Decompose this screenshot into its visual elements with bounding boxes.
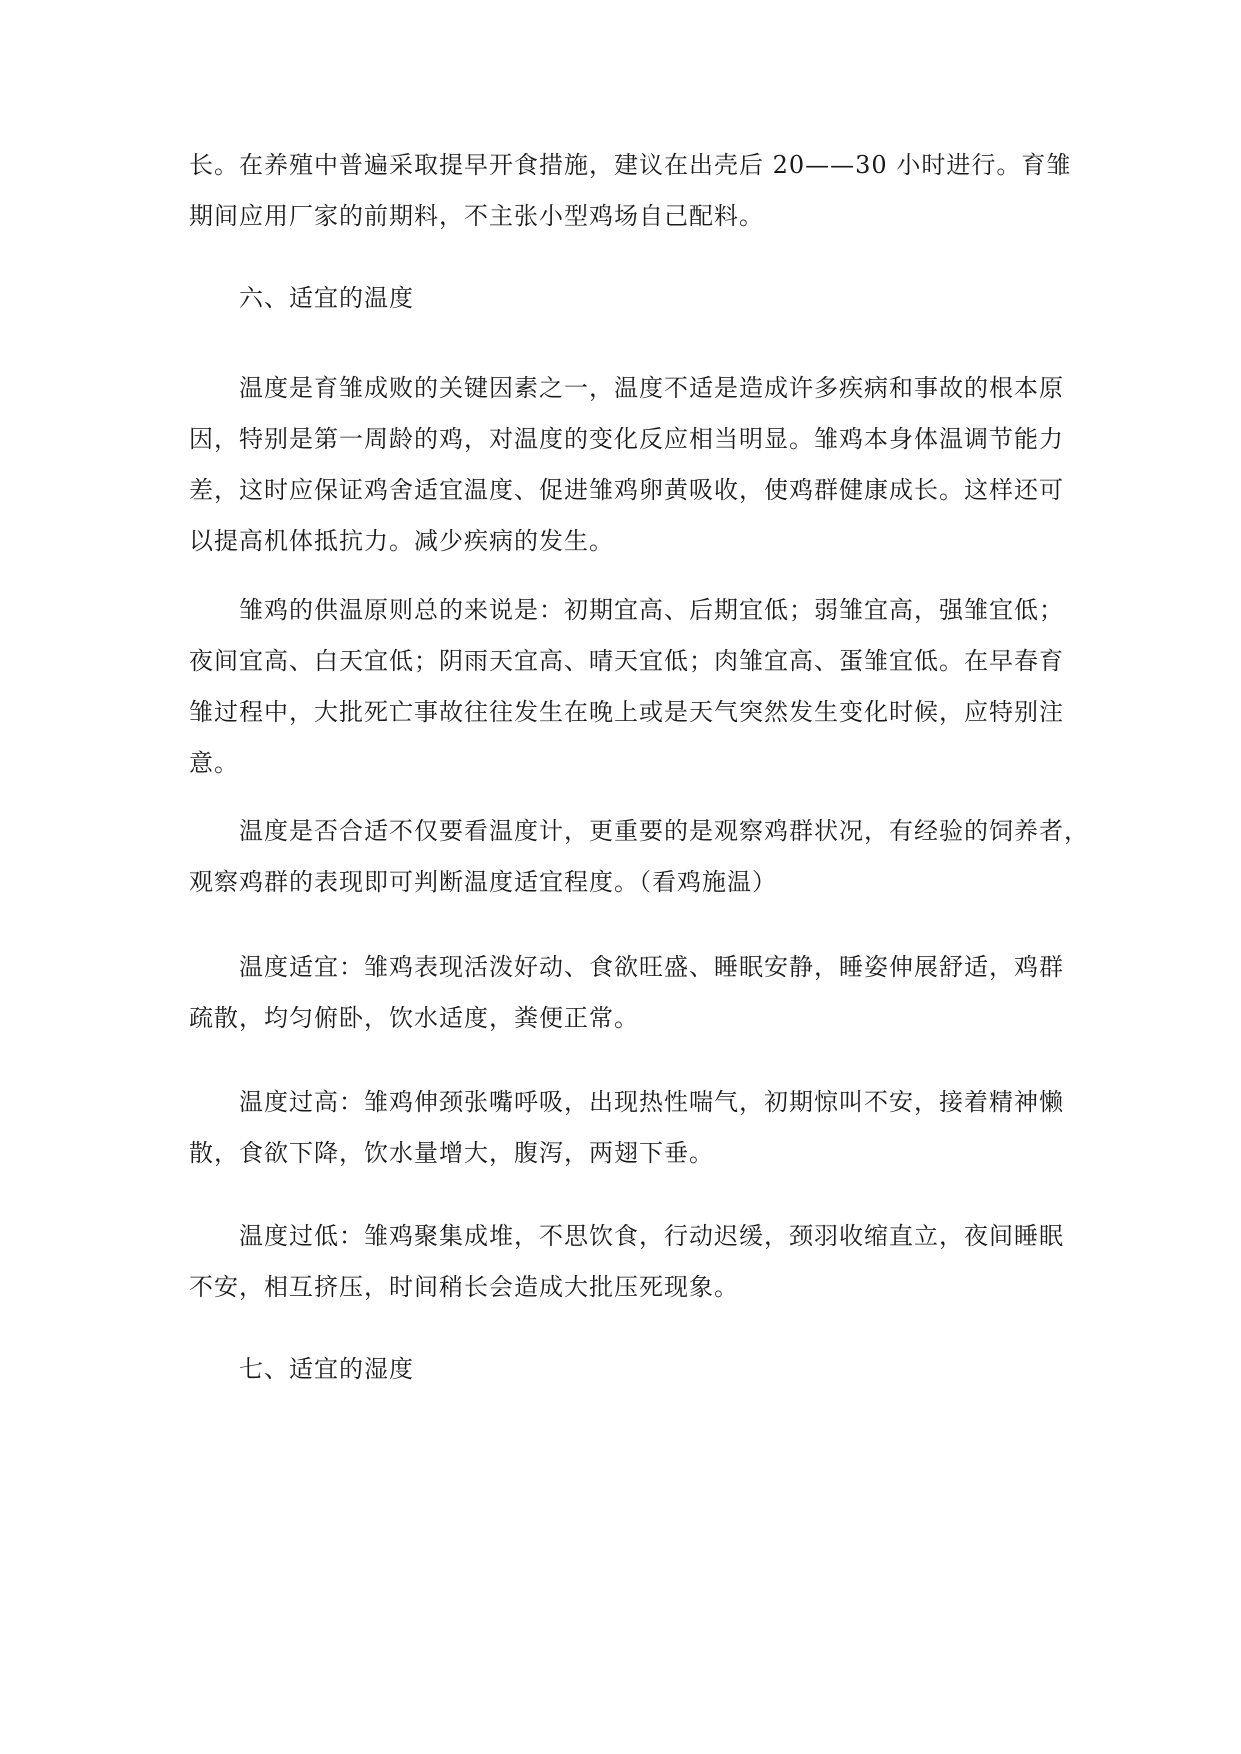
- paragraph-temp-high: [189, 1077, 1064, 1179]
- paragraph-intro-continuation: [189, 140, 1072, 242]
- text-line: 以提高机体抵抗力。减少疾病的发生。: [189, 527, 614, 555]
- heading-text: 六、适宜的温度: [239, 284, 414, 312]
- section-heading-seven: [189, 1344, 1057, 1395]
- heading-text: 七、适宜的湿度: [239, 1355, 414, 1383]
- text-line: 意。: [189, 749, 239, 777]
- text-line: 因，特别是第一周龄的鸡，对温度的变化反应相当明显。雏鸡本身体温调节能力: [189, 425, 1064, 453]
- section-heading-six: [189, 273, 1057, 324]
- paragraph-observe-flock: [189, 806, 1089, 908]
- text-line: 差，这时应保证鸡舍适宜温度、促进雏鸡卵黄吸收，使鸡群健康成长。这样还可: [189, 476, 1064, 504]
- text-line: 观察鸡群的表现即可判断温度适宜程度。（看鸡施温）: [189, 868, 777, 896]
- text-line: 期间应用厂家的前期料，不主张小型鸡场自己配料。: [189, 202, 764, 230]
- paragraph-temp-low: [189, 1211, 1064, 1313]
- text-line: 雏过程中，大批死亡事故往往发生在晚上或是天气突然发生变化时候，应特别注: [189, 698, 1064, 726]
- text-line: 温度是育雏成败的关键因素之一，温度不适是造成许多疾病和事故的根本原: [239, 374, 1064, 402]
- text-line: 雏鸡的供温原则总的来说是：初期宜高、后期宜低；弱雏宜高，强雏宜低；: [239, 596, 1064, 624]
- text-line: 夜间宜高、白天宜低；阴雨天宜高、晴天宜低；肉雏宜高、蛋雏宜低。在早春育: [189, 647, 1064, 675]
- text-line: 温度是否合适不仅要看温度计，更重要的是观察鸡群状况，有经验的饲养者，: [239, 817, 1089, 845]
- paragraph-temperature-key: [189, 363, 1064, 567]
- text-line: 不安，相互挤压，时间稍长会造成大批压死现象。: [189, 1273, 739, 1301]
- paragraph-heating-principles: [189, 585, 1064, 789]
- text-line: 疏散，均匀俯卧，饮水适度，粪便正常。: [189, 1004, 639, 1032]
- text-line: 温度适宜：雏鸡表现活泼好动、食欲旺盛、睡眠安静，睡姿伸展舒适，鸡群: [239, 953, 1064, 981]
- text-line: 温度过高：雏鸡伸颈张嘴呼吸，出现热性喘气，初期惊叫不安，接着精神懒: [239, 1088, 1064, 1116]
- text-line: 温度过低：雏鸡聚集成堆，不思饮食，行动迟缓，颈羽收缩直立，夜间睡眠: [239, 1222, 1064, 1250]
- text-line: 长。在养殖中普遍采取提早开食措施，建议在出壳后 20——30 小时进行。育雏: [189, 151, 1072, 179]
- paragraph-temp-suitable: [189, 942, 1064, 1044]
- text-line: 散，食欲下降，饮水量增大，腹泻，两翅下垂。: [189, 1139, 714, 1167]
